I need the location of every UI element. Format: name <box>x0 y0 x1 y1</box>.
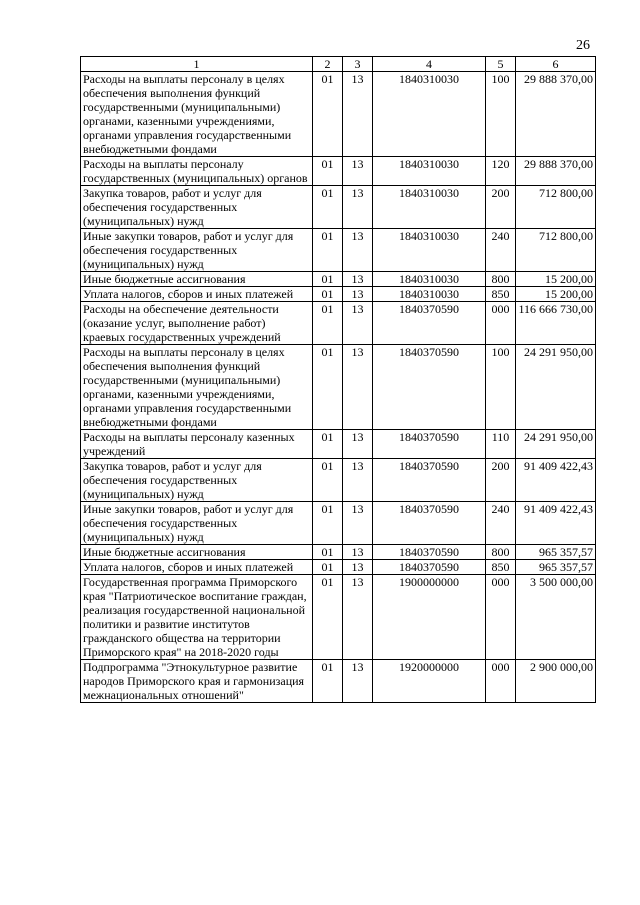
row-col4-cell: 1900000000 <box>373 575 486 660</box>
row-amount-cell: 24 291 950,00 <box>516 345 596 430</box>
table-row <box>81 502 596 545</box>
header-col-2: 2 <box>313 57 343 72</box>
row-amount-cell: 24 291 950,00 <box>516 430 596 459</box>
header-col-6: 6 <box>516 57 596 72</box>
row-col4-cell: 1840370590 <box>373 302 486 345</box>
table-row <box>81 545 596 560</box>
table-header <box>81 57 596 72</box>
row-col3-cell: 13 <box>343 575 373 660</box>
table-row <box>81 560 596 575</box>
row-col2-cell: 01 <box>313 345 343 430</box>
row-amount-cell: 965 357,57 <box>516 545 596 560</box>
row-col5-cell: 000 <box>486 575 516 660</box>
header-col-3: 3 <box>343 57 373 72</box>
row-col2-cell: 01 <box>313 229 343 272</box>
header-row <box>81 57 596 72</box>
row-col3-cell: 13 <box>343 229 373 272</box>
row-col5-cell: 200 <box>486 459 516 502</box>
row-col2-cell: 01 <box>313 157 343 186</box>
row-amount-cell: 29 888 370,00 <box>516 72 596 157</box>
row-col5-cell: 240 <box>486 502 516 545</box>
row-col2-cell: 01 <box>313 575 343 660</box>
row-col2-cell: 01 <box>313 459 343 502</box>
row-col4-cell: 1840370590 <box>373 345 486 430</box>
row-col5-cell: 800 <box>486 272 516 287</box>
table-row <box>81 430 596 459</box>
table-body <box>81 72 596 703</box>
row-col2-cell: 01 <box>313 560 343 575</box>
row-col5-cell: 100 <box>486 345 516 430</box>
row-amount-cell: 29 888 370,00 <box>516 157 596 186</box>
row-amount-cell: 2 900 000,00 <box>516 660 596 703</box>
row-col3-cell: 13 <box>343 345 373 430</box>
row-col4-cell: 1840310030 <box>373 157 486 186</box>
row-name-cell: Расходы на выплаты персоналу в целях обеспечения выполнения функций государственными (муниципальными) органами, казенными учреждениями, органами управления государственными внебюджетными фондами <box>81 72 313 157</box>
row-name-cell: Иные бюджетные ассигнования <box>81 272 313 287</box>
row-col2-cell: 01 <box>313 302 343 345</box>
row-col2-cell: 01 <box>313 272 343 287</box>
row-amount-cell: 116 666 730,00 <box>516 302 596 345</box>
row-col5-cell: 850 <box>486 560 516 575</box>
row-col4-cell: 1840370590 <box>373 560 486 575</box>
row-name-cell: Уплата налогов, сборов и иных платежей <box>81 287 313 302</box>
row-col3-cell: 13 <box>343 660 373 703</box>
row-name-cell: Расходы на выплаты персоналу государственных (муниципальных) органов <box>81 157 313 186</box>
row-col5-cell: 200 <box>486 186 516 229</box>
row-col3-cell: 13 <box>343 302 373 345</box>
row-col3-cell: 13 <box>343 560 373 575</box>
row-col3-cell: 13 <box>343 430 373 459</box>
row-col5-cell: 120 <box>486 157 516 186</box>
table-row <box>81 72 596 157</box>
budget-table <box>80 56 596 703</box>
row-name-cell: Расходы на выплаты персоналу в целях обеспечения выполнения функций государственными (муниципальными) органами, казенными учреждениями, органами управления государственными внебюджетными фондами <box>81 345 313 430</box>
header-col-4: 4 <box>373 57 486 72</box>
row-col2-cell: 01 <box>313 502 343 545</box>
row-col5-cell: 850 <box>486 287 516 302</box>
row-amount-cell: 91 409 422,43 <box>516 459 596 502</box>
row-col5-cell: 000 <box>486 302 516 345</box>
row-name-cell: Иные закупки товаров, работ и услуг для обеспечения государственных (муниципальных) нужд <box>81 229 313 272</box>
row-col3-cell: 13 <box>343 186 373 229</box>
table-row <box>81 345 596 430</box>
row-col5-cell: 800 <box>486 545 516 560</box>
row-amount-cell: 965 357,57 <box>516 560 596 575</box>
row-name-cell: Расходы на обеспечение деятельности (оказание услуг, выполнение работ) краевых государственных учреждений <box>81 302 313 345</box>
row-col4-cell: 1920000000 <box>373 660 486 703</box>
row-col2-cell: 01 <box>313 287 343 302</box>
row-name-cell: Расходы на выплаты персоналу казенных учреждений <box>81 430 313 459</box>
row-name-cell: Государственная программа Приморского края "Патриотическое воспитание граждан, реализация государственной национальной политики и развитие институтов гражданского общества на территории Приморского края" на 2018-2020 годы <box>81 575 313 660</box>
row-col4-cell: 1840310030 <box>373 229 486 272</box>
row-amount-cell: 712 800,00 <box>516 229 596 272</box>
row-name-cell: Закупка товаров, работ и услуг для обеспечения государственных (муниципальных) нужд <box>81 459 313 502</box>
row-col3-cell: 13 <box>343 502 373 545</box>
row-col5-cell: 000 <box>486 660 516 703</box>
table-row <box>81 287 596 302</box>
row-col3-cell: 13 <box>343 545 373 560</box>
row-col4-cell: 1840370590 <box>373 502 486 545</box>
table-row <box>81 229 596 272</box>
header-col-5: 5 <box>486 57 516 72</box>
row-col4-cell: 1840310030 <box>373 186 486 229</box>
row-col3-cell: 13 <box>343 287 373 302</box>
row-amount-cell: 15 200,00 <box>516 272 596 287</box>
row-col2-cell: 01 <box>313 186 343 229</box>
row-name-cell: Уплата налогов, сборов и иных платежей <box>81 560 313 575</box>
row-amount-cell: 3 500 000,00 <box>516 575 596 660</box>
row-name-cell: Иные бюджетные ассигнования <box>81 545 313 560</box>
row-name-cell: Подпрограмма "Этнокультурное развитие народов Приморского края и гармонизация межнациональных отношений" <box>81 660 313 703</box>
row-col3-cell: 13 <box>343 157 373 186</box>
header-col-1: 1 <box>81 57 313 72</box>
table-row <box>81 660 596 703</box>
row-col2-cell: 01 <box>313 660 343 703</box>
row-col3-cell: 13 <box>343 72 373 157</box>
row-col5-cell: 100 <box>486 72 516 157</box>
row-col4-cell: 1840370590 <box>373 545 486 560</box>
table-row <box>81 575 596 660</box>
row-col3-cell: 13 <box>343 272 373 287</box>
row-col2-cell: 01 <box>313 430 343 459</box>
row-col5-cell: 110 <box>486 430 516 459</box>
row-amount-cell: 91 409 422,43 <box>516 502 596 545</box>
row-name-cell: Закупка товаров, работ и услуг для обеспечения государственных (муниципальных) нужд <box>81 186 313 229</box>
row-col4-cell: 1840310030 <box>373 272 486 287</box>
table-row <box>81 186 596 229</box>
row-amount-cell: 15 200,00 <box>516 287 596 302</box>
row-col2-cell: 01 <box>313 72 343 157</box>
page-number: 26 <box>576 38 590 53</box>
row-col5-cell: 240 <box>486 229 516 272</box>
table-row <box>81 272 596 287</box>
row-col4-cell: 1840370590 <box>373 459 486 502</box>
row-col3-cell: 13 <box>343 459 373 502</box>
table-row <box>81 157 596 186</box>
row-col4-cell: 1840310030 <box>373 287 486 302</box>
row-col4-cell: 1840370590 <box>373 430 486 459</box>
row-name-cell: Иные закупки товаров, работ и услуг для обеспечения государственных (муниципальных) нужд <box>81 502 313 545</box>
table-row <box>81 459 596 502</box>
row-col4-cell: 1840310030 <box>373 72 486 157</box>
row-col2-cell: 01 <box>313 545 343 560</box>
row-amount-cell: 712 800,00 <box>516 186 596 229</box>
table-row <box>81 302 596 345</box>
